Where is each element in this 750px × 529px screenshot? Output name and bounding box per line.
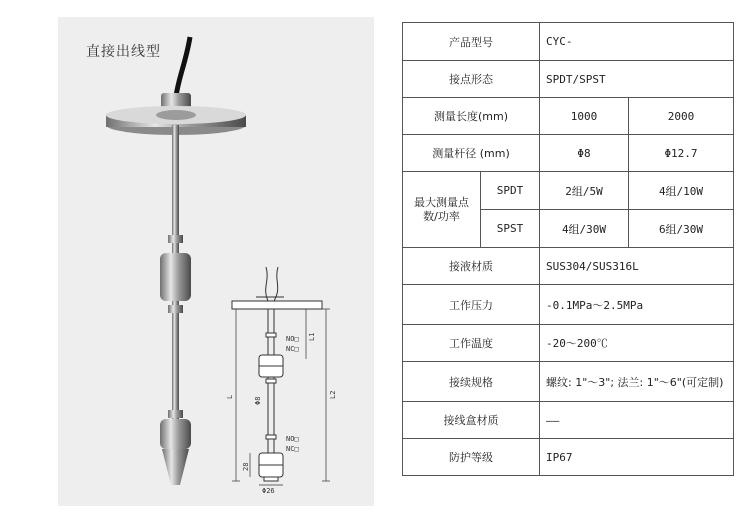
contact-value: SPDT/SPST [540,61,734,98]
spec-table [402,22,734,476]
table-row [403,135,734,172]
temperature-value: -20～200℃ [540,325,734,362]
table-row [403,23,734,61]
connection-label: 接续规格 [403,362,540,402]
table-row [403,61,734,98]
table-row [403,98,734,135]
wetted-label: 接液材质 [403,248,540,285]
nc-label-upper: NC□ [286,345,299,353]
box-material-value: —— [540,402,734,439]
length-label: 测量长度(mm) [403,98,540,135]
spdt-value-2: 4组/10W [629,172,734,210]
pressure-label: 工作压力 [403,285,540,325]
table-row [403,172,734,210]
photo-title: 直接出线型 [86,44,161,60]
spdt-label: SPDT [481,172,540,210]
dimension-drawing [226,259,356,499]
product-photo-panel [58,17,374,506]
pressure-value: -0.1MPa～2.5MPa [540,285,734,325]
length-value-2: 2000 [629,98,734,135]
table-row [403,439,734,476]
connection-value: 螺纹: 1"～3"; 法兰: 1"～6"(可定制) [540,362,734,402]
dim-l1-label: L1 [308,332,316,341]
protection-label: 防护等级 [403,439,540,476]
no-label-lower: NO□ [286,435,299,443]
contact-label: 接点形态 [403,61,540,98]
rod-value-1: Φ8 [540,135,629,172]
table-row [403,285,734,325]
table-row [403,362,734,402]
rod-dia-label: Φ8 [254,396,262,405]
table-row [403,248,734,285]
float-dia-label: Φ26 [262,487,275,495]
model-label: 产品型号 [403,23,540,61]
nc-label-lower: NC□ [286,445,299,453]
spdt-value-1: 2组/5W [540,172,629,210]
protection-value: IP67 [540,439,734,476]
temperature-label: 工作温度 [403,325,540,362]
table-row [403,402,734,439]
model-value: CYC- [540,23,734,61]
table-row [403,325,734,362]
rod-value-2: Φ12.7 [629,135,734,172]
float-height-label: 28 [242,462,250,471]
max-power-label: 最大测量点数/功率 [403,172,481,248]
box-material-label: 接线盒材质 [403,402,540,439]
spst-value-1: 4组/30W [540,210,629,248]
spst-value-2: 6组/30W [629,210,734,248]
dim-l2-label: L2 [329,390,337,399]
wetted-value: SUS304/SUS316L [540,248,734,285]
no-label-upper: NO□ [286,335,299,343]
spst-label: SPST [481,210,540,248]
rod-label: 测量杆径 (mm) [403,135,540,172]
length-value-1: 1000 [540,98,629,135]
dim-l-label: L [226,394,234,399]
